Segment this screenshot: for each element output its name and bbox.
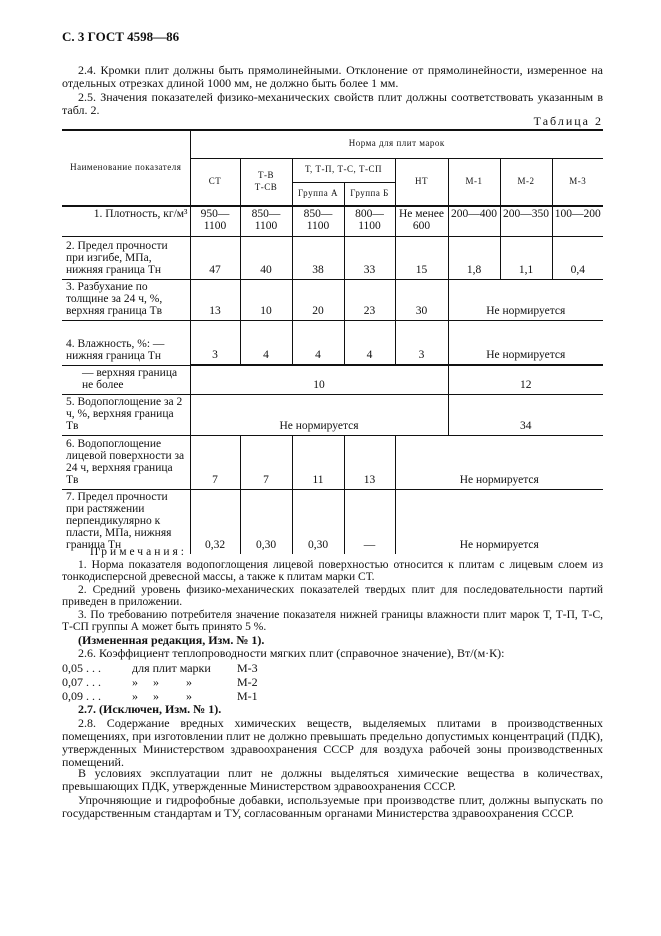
note-1: 1. Норма показателя водопоглощения лицевой поверхностью относится к плитам с лицевым слоем из тонкодисперсной древесной массы, а также к плитам марки СТ. xyxy=(62,558,603,583)
table-caption: Таблица 2 xyxy=(533,114,603,128)
amendment-note: (Измененная редакция, Изм. № 1). xyxy=(78,633,265,647)
coefficient-item: 0,09 . . . » » » М-1 xyxy=(62,689,258,703)
paragraph-2-5: 2.5. Значения показателей физико-механических свойств плит должны соответствовать указанным в табл. 2. xyxy=(62,90,603,117)
coefficient-list xyxy=(62,661,603,703)
col-header-m2: М-2 xyxy=(500,158,552,206)
col-header-tb: Т-В Т-СВ xyxy=(240,158,292,206)
table-row: 4. Влажность, %: — нижняя граница Tн 3 4 4 4 3 Не нормируется xyxy=(62,320,603,365)
col-header-group-a: Группа А xyxy=(292,182,344,206)
paragraph-additives: Упрочняющие и гидрофобные добавки, используемые при производстве плит, должны выпускать по государственным стандартам и ТУ, согласованным органами Министерства здравоохранения СССР. xyxy=(62,793,603,820)
col-header-ct: СТ xyxy=(190,158,240,206)
table-row: — верхняя граница не более 10 12 xyxy=(62,365,603,394)
paragraph-2-4: 2.4. Кромки плит должны быть прямолинейными. Отклонение от прямолинейности, измеренное на отдельных отрезках длиной 1000 мм, не должно быть более 1 мм. xyxy=(62,63,603,90)
table-row: 7. Предел прочности при растяжении перпендикулярно к пласти, МПа, нижняя граница Tн 0,32 0,30 0,30 — Не нормируется xyxy=(62,489,603,554)
col-header-m1: М-1 xyxy=(448,158,500,206)
col-header-norm: Норма для плит марок xyxy=(190,130,603,158)
table-row: 2. Предел прочности при изгибе, МПа, нижняя граница Tн 47 40 38 33 15 1,8 1,1 0,4 xyxy=(62,236,603,279)
coefficient-item: 0,05 . . . для плит марки М-3 xyxy=(62,661,258,675)
properties-table xyxy=(62,129,603,554)
col-header-m3: М-3 xyxy=(552,158,603,206)
paragraph-2-6: 2.6. Коэффициент теплопроводности мягких плит (справочное значение), Вт/(м·К): xyxy=(78,646,505,660)
notes-title: Примечания: xyxy=(90,546,187,558)
coefficient-item: 0,07 . . . » » » М-2 xyxy=(62,675,258,689)
table-row: 6. Водопоглощение лицевой поверхности за 24 ч, верхняя граница Tв 7 7 11 13 Не нормируется xyxy=(62,435,603,489)
paragraph-conditions: В условиях эксплуатации плит не должны выделяться химические вещества в количествах, превышающих ПДК, утвержденные Министерством здравоохранения СССР. xyxy=(62,766,603,793)
note-3: 3. По требованию потребителя значение показателя нижней границы влажности плит марок Т, Т-П, Т-С, Т-СП группы А может быть принято 5 %. xyxy=(62,608,603,633)
table-row: 5. Водопоглощение за 2 ч, %, верхняя граница Tв Не нормируется 34 xyxy=(62,394,603,435)
table-row: 3. Разбухание по толщине за 24 ч, %, верхняя граница Tв 13 10 20 23 30 Не нормируется xyxy=(62,279,603,320)
notes-block xyxy=(62,546,603,634)
paragraph-2-8: 2.8. Содержание вредных химических веществ, выделяемых плитами в производственных помещениях, при изготовлении плит не должно превышать предельно допустимых концентраций (ПДК), утвержденных Министерством здравоохранения СССР для воздуха рабочей зоны производственных помещений. xyxy=(62,716,603,769)
col-header-group-b: Группа Б xyxy=(344,182,395,206)
table-row: 1. Плотность, кг/м³ 950—1100 850—1100 850—1100 800—1100 Не менее 600 200—400 200—350 100—200 xyxy=(62,206,603,236)
col-header-t-group: Т, Т-П, Т-С, Т-СП xyxy=(292,158,395,182)
page-header: С. 3 ГОСТ 4598—86 xyxy=(62,29,180,44)
paragraph-2-7: 2.7. (Исключен, Изм. № 1). xyxy=(78,702,222,716)
col-header-nt: НТ xyxy=(395,158,448,206)
col-header-name: Наименование показателя xyxy=(62,130,190,206)
note-2: 2. Средний уровень физико-механических показателей твердых плит для последовательности партий приведен в приложении. xyxy=(62,583,603,608)
